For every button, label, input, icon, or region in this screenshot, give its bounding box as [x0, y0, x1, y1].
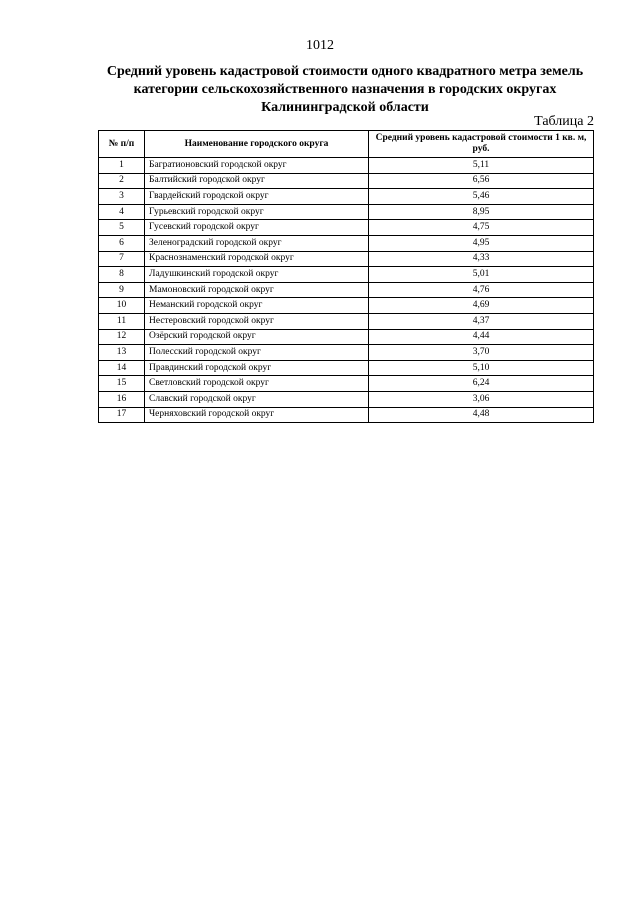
value-cell: 4,44 — [369, 329, 594, 345]
cadastral-value-table — [98, 130, 594, 423]
table-row — [99, 251, 594, 267]
row-number-cell: 15 — [99, 376, 145, 392]
table-row — [99, 407, 594, 423]
column-header-value: Средний уровень кадастровой стоимости 1 кв. м, руб. — [369, 131, 594, 158]
district-name-cell: Гурьевский городской округ — [145, 204, 369, 220]
district-name-cell: Краснознаменский городской округ — [145, 251, 369, 267]
district-name-cell: Славский городской округ — [145, 391, 369, 407]
table-row — [99, 235, 594, 251]
column-header-number: № п/п — [99, 131, 145, 158]
row-number-cell: 6 — [99, 235, 145, 251]
table-row — [99, 204, 594, 220]
table-row — [99, 173, 594, 189]
district-name-cell: Светловский городской округ — [145, 376, 369, 392]
row-number-cell: 3 — [99, 189, 145, 205]
row-number-cell: 11 — [99, 313, 145, 329]
district-name-cell: Гусевский городской округ — [145, 220, 369, 236]
value-cell: 3,06 — [369, 391, 594, 407]
district-name-cell: Озёрский городской округ — [145, 329, 369, 345]
table-row — [99, 158, 594, 174]
table-row — [99, 391, 594, 407]
row-number-cell: 10 — [99, 298, 145, 314]
district-name-cell: Полесский городской округ — [145, 345, 369, 361]
table-label: Таблица 2 — [534, 114, 594, 129]
row-number-cell: 13 — [99, 345, 145, 361]
value-cell: 4,69 — [369, 298, 594, 314]
document-title: Средний уровень кадастровой стоимости одного квадратного метра земель категории сельскохозяйственного назначения в городских округах Калининградской области — [106, 64, 584, 115]
district-name-cell: Неманский городской округ — [145, 298, 369, 314]
table-row — [99, 267, 594, 283]
table-row — [99, 313, 594, 329]
row-number-cell: 1 — [99, 158, 145, 174]
district-name-cell: Балтийский городской округ — [145, 173, 369, 189]
row-number-cell: 16 — [99, 391, 145, 407]
table-row — [99, 376, 594, 392]
table-row — [99, 220, 594, 236]
district-name-cell: Багратионовский городской округ — [145, 158, 369, 174]
table-row — [99, 189, 594, 205]
value-cell: 4,33 — [369, 251, 594, 267]
district-name-cell: Мамоновский городской округ — [145, 282, 369, 298]
table-body — [99, 158, 594, 423]
page-number: 1012 — [306, 38, 334, 53]
district-name-cell: Ладушкинский городской округ — [145, 267, 369, 283]
row-number-cell: 8 — [99, 267, 145, 283]
table-row — [99, 282, 594, 298]
value-cell: 8,95 — [369, 204, 594, 220]
value-cell: 5,11 — [369, 158, 594, 174]
row-number-cell: 9 — [99, 282, 145, 298]
value-cell: 4,48 — [369, 407, 594, 423]
value-cell: 4,37 — [369, 313, 594, 329]
table-row — [99, 360, 594, 376]
row-number-cell: 17 — [99, 407, 145, 423]
row-number-cell: 12 — [99, 329, 145, 345]
value-cell: 4,76 — [369, 282, 594, 298]
value-cell: 6,24 — [369, 376, 594, 392]
district-name-cell: Правдинский городской округ — [145, 360, 369, 376]
table-row — [99, 329, 594, 345]
table-row — [99, 345, 594, 361]
district-name-cell: Гвардейский городской округ — [145, 189, 369, 205]
district-name-cell: Зеленоградский городской округ — [145, 235, 369, 251]
value-cell: 5,46 — [369, 189, 594, 205]
row-number-cell: 4 — [99, 204, 145, 220]
value-cell: 5,01 — [369, 267, 594, 283]
row-number-cell: 5 — [99, 220, 145, 236]
value-cell: 4,75 — [369, 220, 594, 236]
table-row — [99, 298, 594, 314]
row-number-cell: 7 — [99, 251, 145, 267]
district-name-cell: Черняховский городской округ — [145, 407, 369, 423]
row-number-cell: 2 — [99, 173, 145, 189]
value-cell: 6,56 — [369, 173, 594, 189]
value-cell: 3,70 — [369, 345, 594, 361]
table-header-row — [99, 131, 594, 158]
column-header-district: Наименование городского округа — [145, 131, 369, 158]
district-name-cell: Нестеровский городской округ — [145, 313, 369, 329]
value-cell: 4,95 — [369, 235, 594, 251]
value-cell: 5,10 — [369, 360, 594, 376]
row-number-cell: 14 — [99, 360, 145, 376]
